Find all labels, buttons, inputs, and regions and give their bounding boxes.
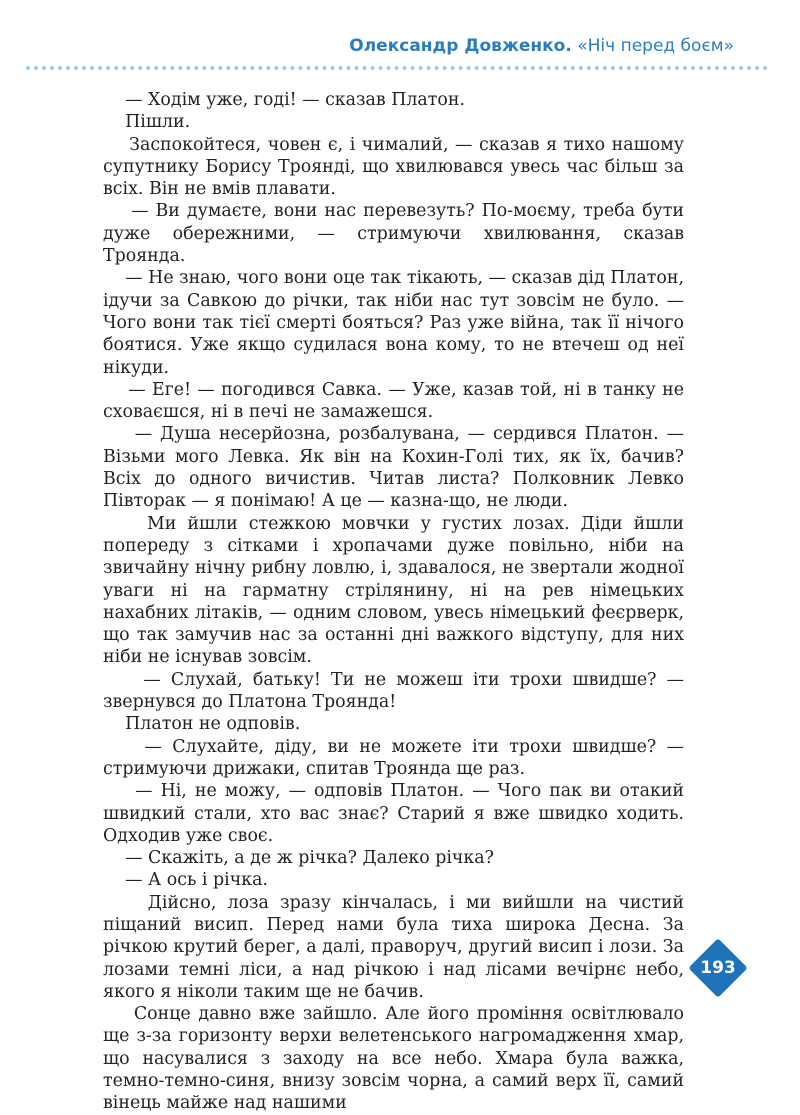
page-number-badge bbox=[688, 938, 748, 998]
paragraph: Заспокойтеся, човен є, і чималий, — сказав я тихо нашому супутнику Борису Троянді, що хвилювався увесь час більш за всіх. Він не вмів плавати. bbox=[103, 134, 684, 200]
paragraph: — Душа несерйозна, розбалувана, — сердився Платон. — Візьми мого Левка. Як він на Кохин-Голі тих, як їх, бачив? Всіх до одного вичистив. Читав листа? Полковник Левко Півторак — я понімаю! А це — казна-що, не люди. bbox=[103, 424, 684, 512]
paragraph: Дійсно, лоза зразу кінчалась, і ми вийшли на чистий піщаний висип. Перед нами була тиха широка Десна. За річкою крутий берег, а далі, праворуч, другий висип і лози. За лозами темні ліси, а над річкою і над лісами вечірнє небо, якого я ніколи таким ще не бачив. bbox=[103, 892, 684, 1002]
paragraph: Пішли. bbox=[103, 112, 191, 133]
paragraph: — Скажіть, а де ж річка? Далеко річка? bbox=[103, 848, 494, 869]
paragraph: — Слухай, батьку! Ти не можеш іти трохи швидше? — звернувся до Платона Троянда! bbox=[103, 669, 684, 713]
main-text bbox=[103, 89, 684, 1115]
paragraph: — Ходім уже, годі! — сказав Платон. bbox=[103, 90, 466, 110]
page-number: 193 bbox=[700, 958, 736, 978]
paragraph: — Не знаю, чого вони оце так тікають, — сказав дід Платон, ідучи за Савкою до річки, так ніби нас тут зовсім не було. — Чого вони так тієї смерті бояться? Раз уже війна, так її нічого боятися. Уже якщо судилася вона кому, то не втечеш од неї нікуди. bbox=[103, 268, 684, 378]
header-dotted-divider bbox=[26, 66, 768, 70]
header-author: Олександр Довженко. bbox=[349, 36, 572, 56]
paragraph: Ми йшли стежкою мовчки у густих лозах. Діди йшли попереду з сітками і хропачами дуже повільно, ніби на звичайну нічну рибну ловлю, і, здавалося, не звертали жодної уваги ні на гарматну стрілянину, ні на рев німецьких нахабних літаків, — одним словом, увесь німецький феєрверк, що так замучив нас за останні дні важкого відступу, для них ніби не існував зовсім. bbox=[103, 513, 684, 668]
paragraph: Платон не одповів. bbox=[103, 714, 301, 735]
running-header bbox=[349, 36, 734, 56]
paragraph: — Ні, не можу, — одповів Платон. — Чого пак ви отакий швидкий стали, хто вас знає? Старий я вже швидко ходить. Одходив уже своє. bbox=[103, 781, 684, 846]
paragraph: — Слухайте, діду, ви не можете іти трохи швидше? — стримуючи дрижаки, спитав Троянда ще раз. bbox=[103, 736, 684, 779]
paragraph: — А ось і річка. bbox=[103, 870, 268, 891]
paragraph: Сонце давно вже зайшло. Але його проміння освітлювало ще з-за горизонту верхи велетенського нагромадження хмар, що насувалися з заходу на все небо. Хмара була важка, темно-темно-синя, внизу зовсім чорна, а самий верх її, самий вінець майже над нашими bbox=[103, 1004, 684, 1114]
paragraph: — Еге! — погодився Савка. — Уже, казав той, ні в танку не сховаєшся, ні в печі не замажешся. bbox=[103, 379, 684, 423]
paragraph: — Ви думаєте, вони нас перевезуть? По-моєму, треба бути дуже обережними, — стримуючи хвилювання, сказав Троянда. bbox=[103, 201, 684, 267]
header-title: «Ніч перед боєм» bbox=[577, 36, 734, 56]
